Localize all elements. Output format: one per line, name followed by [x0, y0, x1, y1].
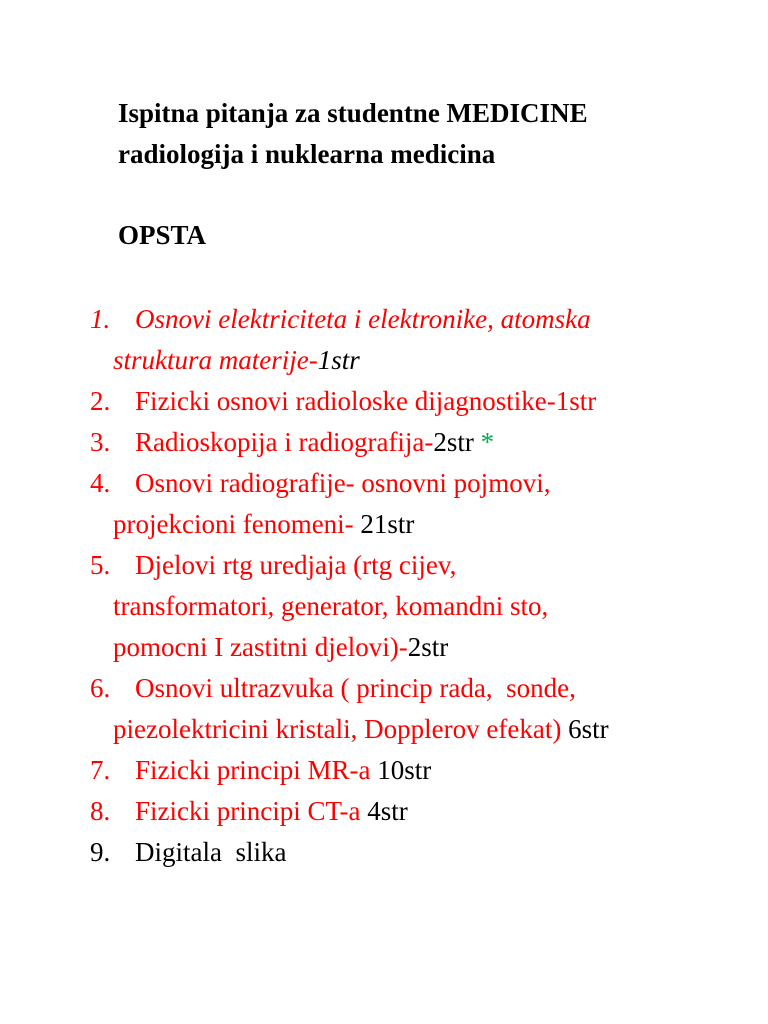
item-text: pomocni I zastitni djelovi)- [113, 632, 408, 662]
item-text: Osnovi radiografije- osnovni pojmovi, [135, 468, 551, 498]
item-line [135, 750, 431, 791]
item-pages: 2str [433, 427, 481, 457]
item-number: 7. [90, 755, 111, 785]
item-pages: 6str [561, 714, 609, 744]
item-text: Fizicki osnovi radioloske dijagnostike- [135, 386, 556, 416]
item-text: transformatori, generator, komandni sto, [113, 591, 549, 621]
item-line [113, 709, 609, 750]
item-pages: 21str [353, 509, 415, 539]
item-line [113, 340, 360, 381]
item-line [135, 668, 576, 709]
item-text: Radioskopija i radiografija- [135, 427, 434, 457]
item-line [113, 504, 414, 545]
item-text: projekcioni fenomeni- [113, 509, 354, 539]
page-subtitle: radiologija i nuklearna medicina [118, 139, 496, 169]
item-line [113, 627, 448, 668]
item-text: Digitala slika [135, 837, 287, 867]
item-line [135, 545, 456, 586]
item-line [135, 299, 591, 340]
item-pages: 10str [370, 755, 432, 785]
item-number: 4. [90, 468, 111, 498]
item-text: Osnovi ultrazvuka ( princip rada, sonde, [135, 673, 576, 703]
item-number: 3. [90, 427, 111, 457]
item-line [135, 463, 550, 504]
item-number: 8. [90, 796, 111, 826]
item-text: Fizicki principi CT-a [135, 796, 361, 826]
item-line [135, 381, 596, 422]
page-title: Ispitna pitanja za studentne MEDICINE [118, 98, 588, 128]
item-text: Djelovi rtg uredjaja (rtg cijev, [135, 550, 457, 580]
item-marker: * [480, 427, 495, 457]
item-text: piezolektricini kristali, Dopplerov efekat) [113, 714, 562, 744]
item-text: struktura materije- [113, 345, 318, 375]
item-line [135, 422, 494, 463]
item-line [135, 791, 408, 832]
item-number: 6. [90, 673, 111, 703]
item-number: 5. [90, 550, 111, 580]
item-number: 1. [90, 304, 111, 334]
item-pages: 1str [317, 345, 360, 375]
item-pages: 1str [555, 386, 597, 416]
item-line [113, 586, 548, 627]
item-text: Osnovi elektriciteta i elektronike, atomska [135, 304, 591, 334]
item-pages: 4str [360, 796, 408, 826]
item-line [135, 832, 286, 873]
item-number: 9. [90, 837, 111, 867]
item-number: 2. [90, 386, 111, 416]
item-text: Fizicki principi MR-a [135, 755, 371, 785]
item-pages: 2str [407, 632, 449, 662]
section-heading: OPSTA [118, 220, 207, 250]
